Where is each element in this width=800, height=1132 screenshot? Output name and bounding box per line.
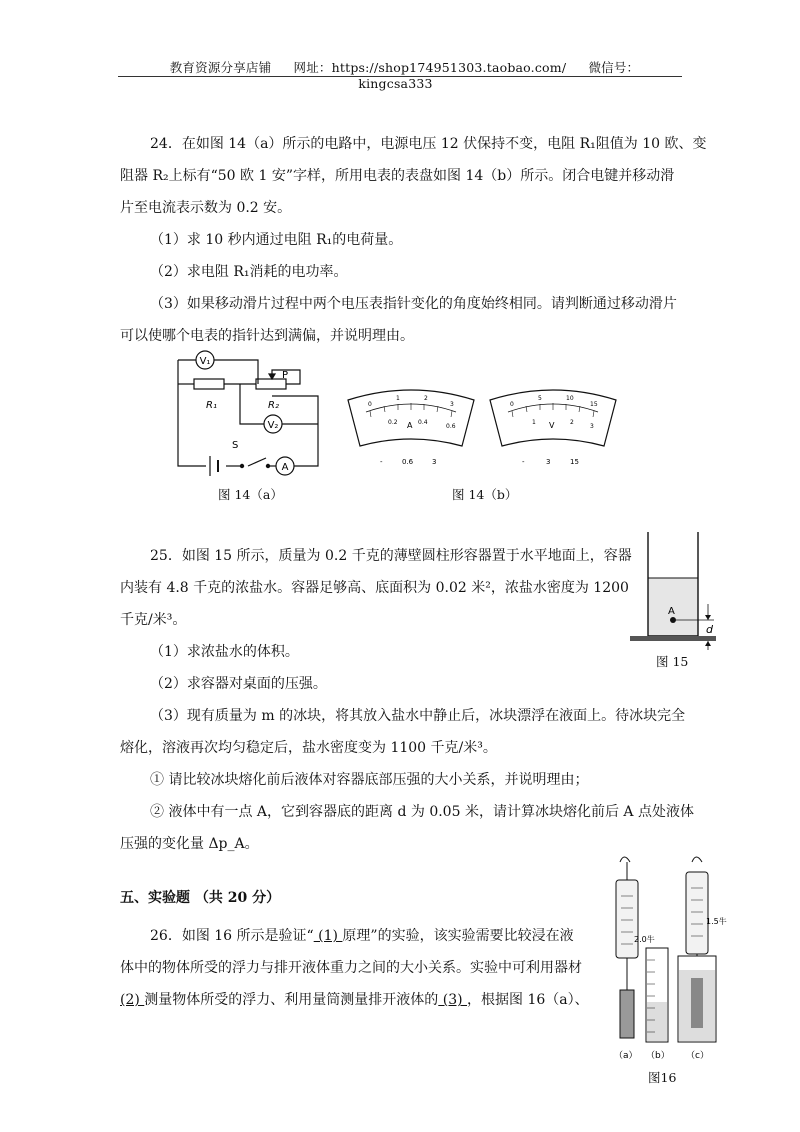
q26-line1a: 26．如图 16 所示是验证“ xyxy=(150,928,314,944)
q25-item1: ① 请比较冰块熔化前后液体对容器底部压强的大小关系，并说明理由； xyxy=(150,772,589,788)
voltmeter-terminal-15: 15 xyxy=(570,458,579,466)
a-label: A xyxy=(281,462,289,473)
q26-line2: 体中的物体所受的浮力与排开液体重力之间的大小关系。实验中可利用器材 xyxy=(120,960,582,976)
q24-line3: 片至电流表示数为 0.2 安。 xyxy=(120,200,292,216)
voltmeter-tick-15: 15 xyxy=(590,401,598,408)
switch-s-label: S xyxy=(232,440,239,451)
q25-sub2: （2）求容器对桌面的压强。 xyxy=(150,676,327,692)
header-divider xyxy=(118,76,682,77)
q24-line1: 24．在如图 14（a）所示的电路中，电源电压 12 伏保持不变，电阻 R₁阻值为 10 欧、变 xyxy=(150,136,707,152)
blank-1: (1) xyxy=(313,928,343,944)
voltmeter-tick-10: 10 xyxy=(566,395,574,402)
ammeter-tick-2: 2 xyxy=(424,395,428,402)
ammeter-terminal-3: 3 xyxy=(432,458,437,466)
q25-line1: 25．如图 15 所示，质量为 0.2 千克的薄壁圆柱形容器置于水平地面上，容器 xyxy=(150,548,632,564)
ammeter-dial xyxy=(344,384,478,468)
distance-d-label: d xyxy=(706,623,713,636)
ammeter-terminal-neg: - xyxy=(380,458,383,466)
header-url: 网址：https://shop174951303.taobao.com/ xyxy=(293,60,567,75)
container-figure xyxy=(628,532,720,652)
r1-label: R₁ xyxy=(206,400,217,411)
page-header xyxy=(120,58,680,91)
r2-label: R₂ xyxy=(268,400,279,411)
header-shop: 教育资源分享店铺 xyxy=(169,60,272,75)
blank-3: (3) xyxy=(438,992,468,1008)
voltmeter-tick-1: 1 xyxy=(532,419,536,426)
sub-a-label: （a） xyxy=(614,1051,638,1061)
q25-line2: 内装有 4.8 千克的浓盐水。容器足够高、底面积为 0.02 米²，浓盐水密度为 1200 xyxy=(120,580,629,596)
fig16-caption: 图16 xyxy=(648,1070,677,1085)
q26-line1b: 原理”的实验，该实验需要比较浸在液 xyxy=(342,928,574,944)
slider-p-label: P xyxy=(282,370,289,381)
voltmeter-tick-3: 3 xyxy=(590,423,594,430)
ammeter-terminal-06: 0.6 xyxy=(402,458,414,466)
sub-c-label: （c） xyxy=(686,1051,709,1061)
ammeter-tick-3: 3 xyxy=(450,401,454,408)
q24-sub1: （1）求 10 秒内通过电阻 R₁的电荷量。 xyxy=(150,232,403,248)
fig14a-caption: 图 14（a） xyxy=(218,487,283,502)
v1-label: V₁ xyxy=(199,356,211,367)
voltmeter-tick-2: 2 xyxy=(570,419,574,426)
reading-2-label: 1.5牛 xyxy=(706,917,727,926)
section5-title: 五、实验题 （共 20 分） xyxy=(120,890,281,906)
sub-b-label: （b） xyxy=(646,1051,670,1061)
q24-sub2: （2）求电阻 R₁消耗的电功率。 xyxy=(150,264,348,280)
fig15-caption: 图 15 xyxy=(656,654,689,669)
q24-sub3b: 可以使哪个电表的指针达到满偏，并说明理由。 xyxy=(120,328,414,344)
point-a-label: A xyxy=(668,606,675,617)
spring-scale-figure xyxy=(600,852,727,1064)
voltmeter-tick-0: 0 xyxy=(510,401,514,408)
q26-line3b: ，根据图 16（a）、 xyxy=(467,992,589,1008)
fig14b-caption: 图 14（b） xyxy=(452,487,518,502)
q26-line1 xyxy=(150,926,574,946)
ammeter-tick-04: 0.4 xyxy=(418,419,428,426)
header-wechat: 微信号：kingcsa333 xyxy=(358,60,640,91)
voltmeter-terminal-3: 3 xyxy=(546,458,551,466)
q25-item2b: 压强的变化量 Δp_A。 xyxy=(120,836,259,852)
blank-2: (2) xyxy=(120,992,145,1008)
q25-sub3: （3）现有质量为 m 的冰块，将其放入盐水中静止后，冰块漂浮在液面上。待冰块完全 xyxy=(150,708,686,724)
q24-line2: 阻器 R₂上标有“50 欧 1 安”字样，所用电表的表盘如图 14（b）所示。闭合电键并移动滑 xyxy=(120,168,675,184)
q25-line3: 千克/米³。 xyxy=(120,612,187,628)
q26-line3 xyxy=(120,990,589,1010)
q26-line3a: 测量物体所受的浮力、利用量筒测量排开液体的 xyxy=(144,992,439,1008)
q25-sub1: （1）求浓盐水的体积。 xyxy=(150,644,299,660)
ammeter-unit: A xyxy=(407,421,413,430)
voltmeter-terminal-neg: - xyxy=(522,458,525,466)
v2-label: V₂ xyxy=(267,420,279,431)
ammeter-tick-02: 0.2 xyxy=(388,419,398,426)
ammeter-tick-06: 0.6 xyxy=(446,423,456,430)
voltmeter-dial xyxy=(486,384,620,468)
q25-item2: ② 液体中有一点 A，它到容器底的距离 d 为 0.05 米，请计算冰块熔化前后 A 点处液体 xyxy=(150,804,694,820)
voltmeter-unit: V xyxy=(549,421,555,430)
circuit-diagram xyxy=(170,348,330,476)
q24-sub3a: （3）如果移动滑片过程中两个电压表指针变化的角度始终相同。请判断通过移动滑片 xyxy=(150,296,677,312)
reading-1-label: 2.0牛 xyxy=(634,935,655,944)
ammeter-tick-0: 0 xyxy=(368,401,372,408)
ammeter-tick-1: 1 xyxy=(396,395,400,402)
q25-sub3b: 熔化，溶液再次均匀稳定后，盐水密度变为 1100 千克/米³。 xyxy=(120,740,497,756)
voltmeter-tick-5: 5 xyxy=(538,395,542,402)
